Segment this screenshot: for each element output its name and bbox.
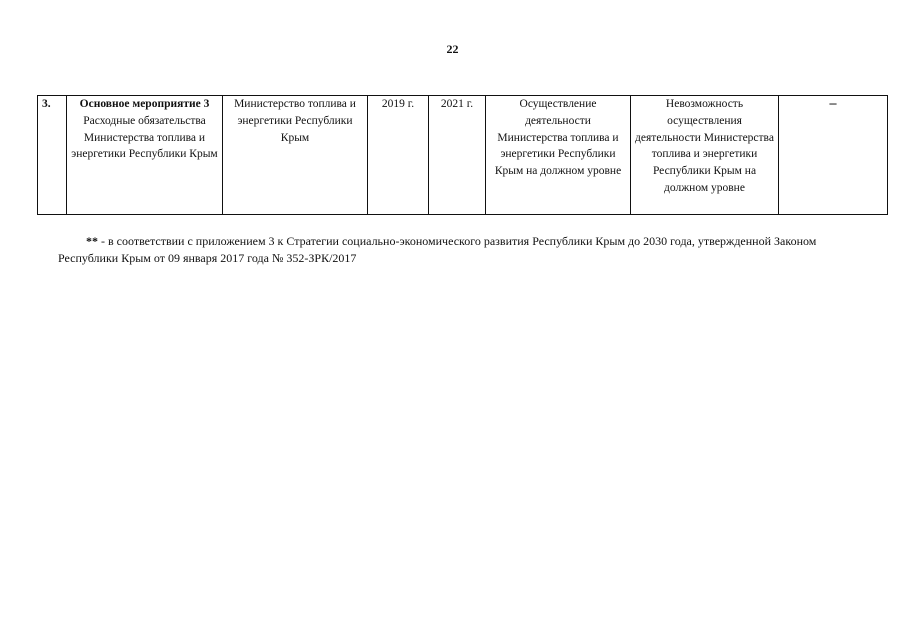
footnote-mark: ** xyxy=(86,234,98,248)
executor-cell xyxy=(223,96,368,215)
footnote xyxy=(58,233,858,267)
activity-table xyxy=(37,95,888,215)
expected-result-cell xyxy=(486,96,631,215)
consequences-cell xyxy=(631,96,779,215)
activity-cell xyxy=(67,96,223,215)
row-number-cell xyxy=(38,96,67,215)
indicator-text: – xyxy=(829,96,837,111)
consequences-text: Невозможность осуществления деятельности Министерства топлива и энергетики Республики Крым на должном уровне xyxy=(635,98,774,194)
activity-text: Расходные обязательства Министерства топлива и энергетики Республики Крым xyxy=(71,114,218,161)
row-number: 3. xyxy=(42,98,51,110)
executor-text: Министерство топлива и энергетики Республики Крым xyxy=(234,98,356,144)
start-date-cell xyxy=(368,96,429,215)
end-date: 2021 г. xyxy=(440,98,474,110)
expected-result-text: Осуществление деятельности Министерства топлива и энергетики Республики Крым на должном уровне xyxy=(494,98,622,178)
activity-title: Основное мероприятие 3 xyxy=(79,98,210,110)
end-date-cell xyxy=(429,96,486,215)
table-row xyxy=(38,96,888,215)
indicator-cell xyxy=(779,96,888,215)
start-date: 2019 г. xyxy=(381,98,415,110)
footnote-text: - в соответствии с приложением 3 к Стратегии социально-экономического развития Республики Крым до 2030 года, утвержденной Законом Республики Крым от 09 января 2017 года № 352-ЗРК/2017 xyxy=(58,234,817,265)
page-number: 22 xyxy=(446,42,459,56)
